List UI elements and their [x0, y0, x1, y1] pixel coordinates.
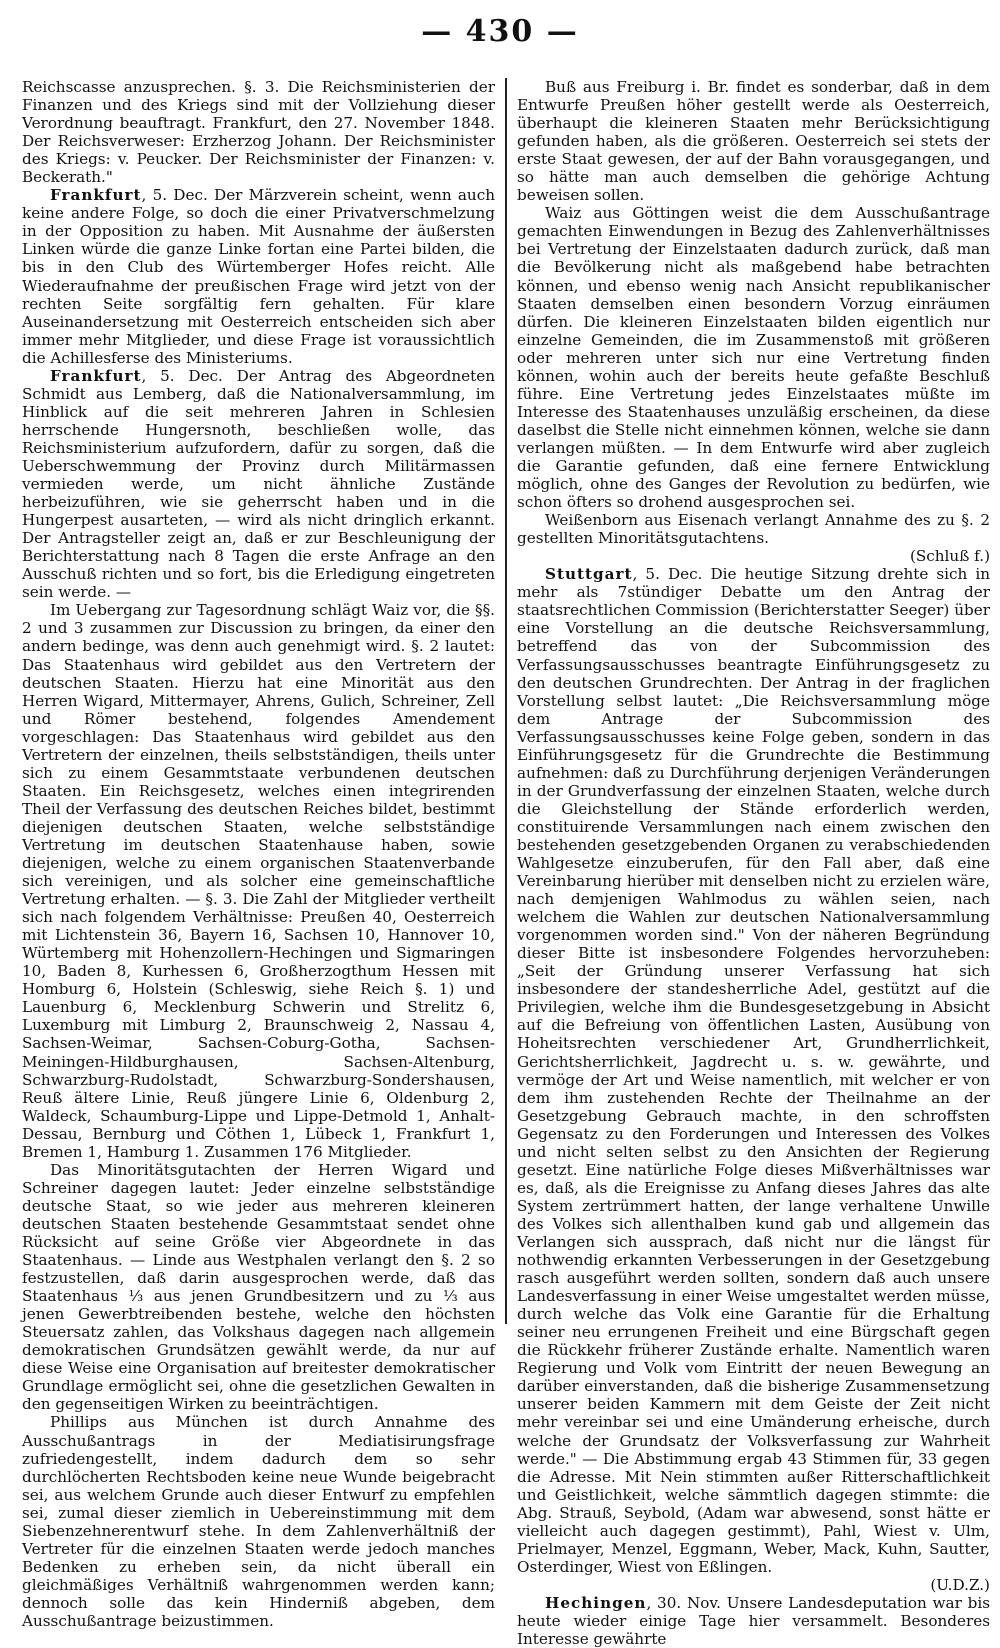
- article-text: , 5. Dec. Der Antrag des Abgeordneten Schmidt aus Lemberg, daß die Nationalversammlung, im Hinblick auf die seit mehreren Jahren in Schlesien herrschende Hungersnoth, beschließen wolle, das Reichsministerium aufzufordern, dafür zu sorgen, daß die Ueberschwemmung der Provinz durch Militärmassen vermieden werde, um nicht ähnliche Zustände herbeizuführen, wie sie geherrscht haben und in die Hungerpest ausarteten, — wird als nicht dringlich erkannt. Der Antragsteller zeigt an, daß er zur Beschleunigung der Berichterstattung nach 8 Tagen die erste Anfrage an den Ausschuß richten und so fort, bis die Erledigung eingetreten sein werde. —: [22, 366, 495, 602]
- right-column: [507, 78, 990, 1648]
- dateline-place: Stuttgart: [545, 565, 633, 584]
- article-paragraph: Das Minoritätsgutachten der Herren Wigard und Schreiner dagegen lautet: Jeder einzelne selbstständige deutsche Staat, so wie jeder aus mehreren kleineren deutschen Staaten bestehende Gesammtstaat sendet ohne Rücksicht auf seine Größe vier Abgeordnete in das Staatenhaus. — Linde aus Westphalen verlangt den §. 2 so festzustellen, daß darin ausgesprochen werde, daß das Staatenhaus ⅓ aus jenen Grundbesitzern und zu ⅓ aus jenen Gewerbtreibenden bestehe, welche den höchsten Steuersatz zahlen, das Volkshaus dagegen nach allgemein demokratischen Grundsätzen gewählt werde, da nur auf diese Weise eine Organisation auf breitester demokratischer Grundlage ermöglicht sei, ohne die gesetzlichen Gewalten in den gegenseitigen Wirken zu beeinträchtigen.: [22, 1160, 495, 1414]
- source-signature: (U.D.Z.): [930, 1575, 990, 1594]
- text-columns: [22, 78, 990, 1648]
- article-text: , 30. Nov. Unsere Landesdeputation war bis heute wieder einige Tage hier versammelt. Besonderes Interesse gewährte: [517, 1593, 990, 1648]
- article-paragraph: [517, 1594, 990, 1648]
- article-paragraph: Buß aus Freiburg i. Br. findet es sonderbar, daß in dem Entwurfe Preußen höher gestellt werde als Oesterreich, überhaupt die kleineren Staaten mehr Berücksichtigung gefunden haben, als die größeren. Oesterreich sei stets der erste Staat gewesen, der auf der Bahn vorausgegangen, und so hätte man auch demselben die gehörige Achtung beweisen sollen.: [517, 78, 990, 205]
- dateline-place: Hechingen: [545, 1593, 647, 1612]
- article-text: , 5. Dec. Der Märzverein scheint, wenn auch keine andere Folge, so doch die einer Privatverschmelzung in der Opposition zu haben. Mit Ausnahme der äußersten Linken würde die ganze Linke fortan eine Partei bilden, die bis in den Club des Würtemberger Hofes reicht. Alle Wiederaufnahme der preußischen Frage wird jetzt von der rechten Seite sorgfältig fern gehalten. Für klare Auseinandersetzung mit Oesterreich entscheiden sich aber immer mehr Mitglieder, und diese Frage ist voraussichtlich die Achillesferse des Ministeriums.: [22, 186, 495, 367]
- article-text: , 5. Dec. Die heutige Sitzung drehte sich in mehr als 7stündiger Debatte um den Antrag der staatsrechtlichen Commission (Berichterstatter Seeger) über eine Vorstellung an die deutsche Reichsversammlung, betreffend das von der Subcommission des Verfassungsausschusses beantragte Einführungsgesetz zu den deutschen Grundrechten. Der Antrag in der fraglichen Vorstellung selbst lautet: „Die Reichsversammlung möge dem Antrage der Subcommission des Verfassungsausschusses keine Folge geben, sondern in das Einführungsgesetz für die Grundrechte die Bestimmung aufnehmen: daß zu Durchführung derjenigen Veränderungen in der Grundverfassung der einzelnen Staaten, welche durch die Gleichstellung der Stände erforderlich werden, constituirende Versammlungen nach einem zwischen den bestehenden gesetzgebenden Organen zu verabschiedenden Wahlgesetze einzuberufen, für den Fall aber, daß eine Vereinbarung hierüber mit denselben nicht zu erzielen wäre, nach demjenigen Wahlmodus zu wählen seien, nach welchem die Wahlen zur deutschen Nationalversammlung vorgenommen worden sind." Von der näheren Begründung dieser Bitte ist insbesondere Folgendes hervorzuheben: „Seit der Gründung unserer Verfassung hat sich insbesondere der standesherrliche Adel, gestützt auf die Privilegien, welche ihm die Bundesgesetzgebung in Absicht auf die Befreiung von öffentlichen Lasten, Ausübung von Hoheitsrechten verschiedener Art, Grundherrlichkeit, Gerichtsherrlichkeit, Jagdrecht u. s. w. gewährte, und vermöge der Art und Weise namentlich, mit welcher er von dem ihm zustehenden Rechte der Theilnahme an der Gesetzgebung Gebrauch machte, in den schroffsten Gegensatz zu den Forderungen und Interessen des Volkes und nicht selten selbst zu den Ansichten der Regierung gesetzt. Eine natürliche Folge dieses Mißverhältnisses war es, daß, als die Ereignisse zu Anfang dieses Jahres das alte System zertrümmert hatten, der lange verhaltene Unwille des Volkes sich allenthalben kund gab und allgemein das Verlangen sich aussprach, daß nicht nur die längst für nothwendig erkannten Verbesserungen in der Gesetzgebung rasch ausgeführt werden sollten, sondern daß auch unsere Landesverfassung in einer Weise umgestaltet werden müsse, durch welche das Volk eine Garantie für die Erhaltung seiner neu errungenen Freiheit und eine Bürgschaft gegen die Rückkehr früherer Zustände erhalte. Namentlich waren Regierung und Volk vom Eintritt der neuen Bewegung an darüber einverstanden, daß die bisherige Zusammensetzung unserer beiden Kammern mit dem Geiste der Zeit nicht mehr vereinbar sei und eine Umänderung erheische, durch welche der Grundsatz der Volksverfassung zur Wahrheit werde." — Die Abstimmung ergab 43 Stimmen für, 33 gegen die Adresse. Mit Nein stimmten außer Ritterschaftlichkeit und Geistlichkeit, welche sämmtlich dagegen stimmte: die Abg. Strauß, Seybold, (Adam war abwesend, sonst hätte er vielleicht auch dagegen gestimmt), Pahl, Wiest v. Ulm, Prielmayer, Menzel, Eggmann, Weber, Mack, Kuhn, Sautter, Osterdinger, Wiest von Eßlingen.: [517, 565, 990, 1576]
- continuation-note: (Schluß f.): [909, 547, 990, 566]
- article-paragraph: [22, 367, 495, 602]
- article-paragraph: [22, 186, 495, 366]
- dateline-place: Frankfurt: [50, 186, 142, 205]
- article-paragraph: Weißenborn aus Eisenach verlangt Annahme des zu §. 2 gestellten Minoritätsgutachtens.: [517, 511, 990, 548]
- left-column: [22, 78, 505, 1630]
- article-paragraph: Waiz aus Göttingen weist die dem Ausschußantrage gemachten Einwendungen in Bezug des Zahlenverhältnisses bei Vertretung der Einzelstaaten dadurch zurück, daß man die Bevölkerung nicht als maßgebend habe betrachten können, und ebenso wenig nach Ansicht republikanischer Staaten demselben einen besondern Vorzug einräumen dürfen. Die kleineren Einzelstaaten bilden eigentlich nur einzelne Gemeinden, die im Zusammenstoß mit größeren oder mehreren unter sich nur eine Vertretung finden können, wohin auch der bereits heute gefaßte Beschluß führe. Eine Vertretung jedes Einzelstaates müßte im Interesse des Staatenhauses unzuläßig erscheinen, da diese daselbst die Stelle nicht einnehmen können, welche sie dann verlangen müßten. — In dem Entwurfe wird aber zugleich die Garantie gefunden, daß eine fernere Entwicklung möglich, ohne des Ganges der Revolution zu bedürfen, wie schon öfters so drohend ausgesprochen sei.: [517, 204, 990, 512]
- article-paragraph: Reichscasse anzusprechen. §. 3. Die Reichsministerien der Finanzen und des Kriegs sind mit der Vollziehung dieser Verordnung beauftragt. Frankfurt, den 27. November 1848. Der Reichsverweser: Erzherzog Johann. Der Reichsminister des Kriegs: v. Peucker. Der Reichsminister der Finanzen: v. Beckerath.": [22, 78, 495, 187]
- article-paragraph: Im Uebergang zur Tagesordnung schlägt Waiz vor, die §§. 2 und 3 zusammen zur Discussion zu bringen, da einer den andern bedinge, was denn auch genehmigt wird. §. 2 lautet: Das Staatenhaus wird gebildet aus den Vertretern der deutschen Staaten. Hierzu hat eine Minorität aus den Herren Wigard, Mittermayer, Ahrens, Gulich, Schreiner, Zell und Römer bestehend, folgendes Amendement vorgeschlagen: Das Staatenhaus wird gebildet aus den Vertretern der einzelnen, theils selbstständigen, theils unter sich zu einem Gesammtstaate verbundenen deutschen Staaten. Ein Reichsgesetz, welches einen integrirenden Theil der Verfassung des deutschen Reiches bildet, bestimmt diejenigen deutschen Staaten, welche selbstständige Vertretung im deutschen Staatenhause haben, sowie diejenigen, welche zu einem organischen Staatenverbande sich vereinigen, und als solcher eine gemeinschaftliche Vertretung erhalten. — §. 3. Die Zahl der Mitglieder vertheilt sich nach folgendem Verhältnisse: Preußen 40, Oesterreich mit Lichtenstein 36, Bayern 16, Sachsen 10, Hannover 10, Würtemberg mit Hohenzollern-Hechingen und Sigmaringen 10, Baden 8, Kurhessen 6, Großherzogthum Hessen mit Homburg 6, Holstein (Schleswig, siehe Reich §. 1) und Lauenburg 6, Mecklenburg Schwerin und Strelitz 6, Luxemburg mit Limburg 2, Braunschweig 2, Nassau 4, Sachsen-Weimar, Sachsen-Coburg-Gotha, Sachsen-Meiningen-Hildburghausen, Sachsen-Altenburg, Schwarzburg-Rudolstadt, Schwarzburg-Sondershausen, Reuß ältere Linie, Reuß jüngere Linie 6, Oldenburg 2, Waldeck, Schaumburg-Lippe und Lippe-Detmold 1, Anhalt-Dessau, Bernburg und Cöthen 1, Lübeck 1, Frankfurt 1, Bremen 1, Hamburg 1. Zusammen 176 Mitglieder.: [22, 601, 495, 1161]
- page-number: — 430 —: [421, 14, 579, 49]
- article-paragraph: [517, 565, 990, 1576]
- article-paragraph: Phillips aus München ist durch Annahme des Ausschußantrags in der Mediatisirungsfrage zufriedengestellt, indem dadurch dem so sehr durchlöcherten Rechtsboden keine neue Wunde beigebracht sei, aus welchem Grunde auch dieser Entwurf zu empfehlen sei, zumal dieser ziemlich in Uebereinstimmung mit dem Siebenzehnerentwurf stehe. In dem Zahlenverhältniß der Vertreter für die einzelnen Staaten werde jedoch manches Bedenken zu erheben sein, da nicht überall ein gleichmäßiges Verhältniß wahrgenommen werden kann; dennoch solle das kein Hinderniß abgeben, dem Ausschußantrage beizustimmen.: [22, 1413, 495, 1630]
- dateline-place: Frankfurt: [50, 366, 142, 385]
